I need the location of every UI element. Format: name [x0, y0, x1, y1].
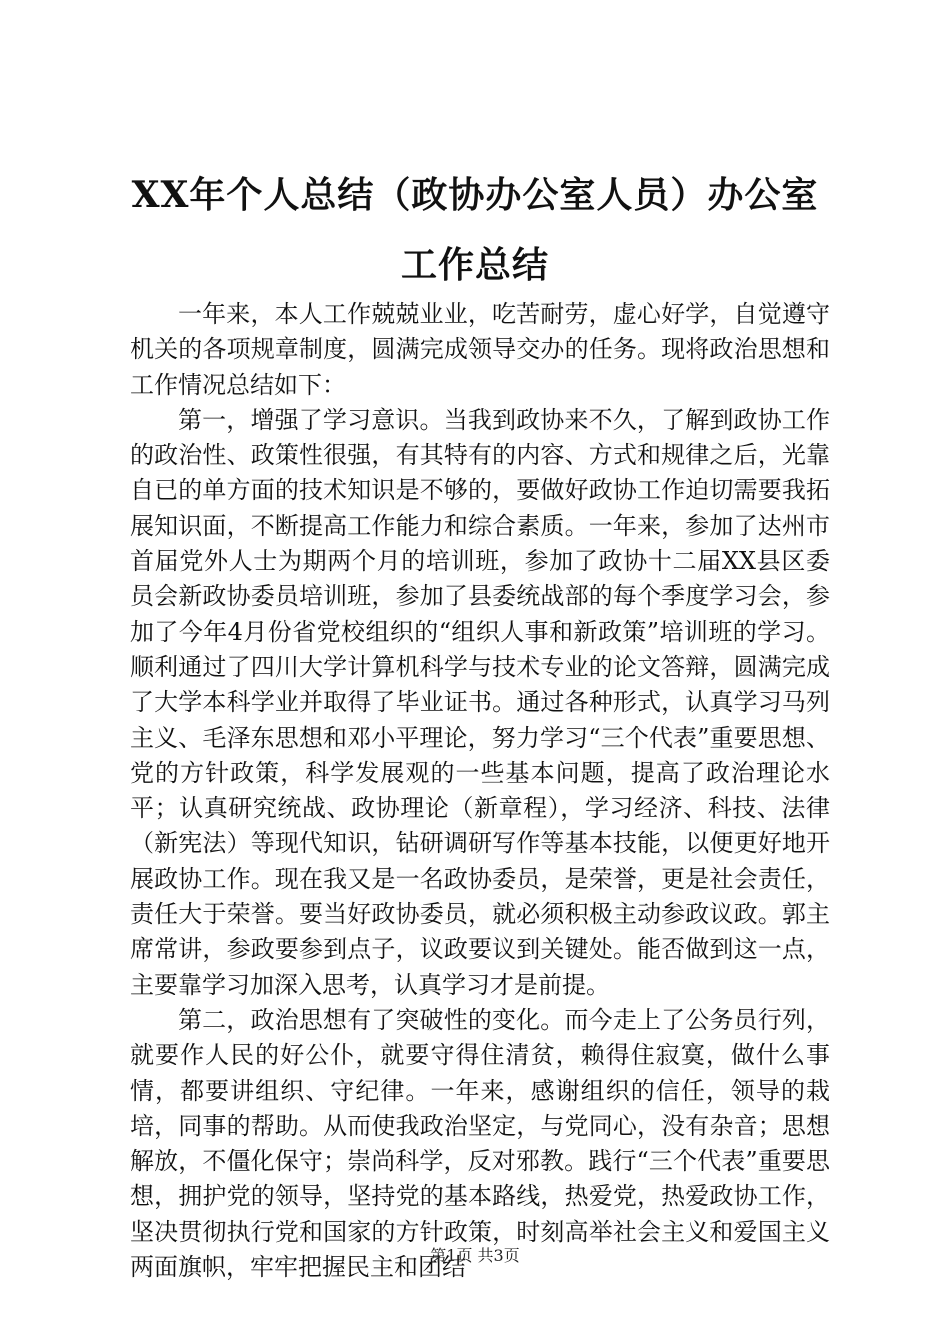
document-body: [130, 297, 830, 1285]
paragraph-intro: 一年来，本人工作兢兢业业，吃苦耐劳，虚心好学，自觉遵守机关的各项规章制度，圆满完成领导交办的任务。现将政治思想和工作情况总结如下：: [130, 300, 830, 399]
page-number-footer: 第1页 共3页: [430, 1246, 520, 1265]
page-title: XX年个人总结（政协办公室人员）办公室工作总结: [131, 174, 819, 286]
paragraph-second: 第二，政治思想有了突破性的变化。而今走上了公务员行列，就要作人民的好公仆，就要守得住清贫，赖得住寂寞，做什么事情，都要讲组织、守纪律。一年来，感谢组织的信任，领导的栽培，同事的帮助。从而使我政治坚定，与党同心，没有杂音；思想解放，不僵化保守；崇尚科学，反对邪教。践行“三个代表”重要思想，拥护党的领导，坚持党的基本路线，热爱党，热爱政协工作，坚决贯彻执行党和国家的方针政策，时刻高举社会主义和爱国主义两面旗帜，牢牢把握民主和团结: [130, 1005, 830, 1282]
paragraph-first: 第一，增强了学习意识。当我到政协来不久，了解到政协工作的政治性、政策性很强，有其特有的内容、方式和规律之后，光靠自已的单方面的技术知识是不够的，要做好政协工作迫切需要我拓展知识面，不断提高工作能力和综合素质。一年来，参加了达州市首届党外人士为期两个月的培训班，参加了政协十二届XX县区委员会新政协委员培训班，参加了县委统战部的每个季度学习会，参加了今年4月份省党校组织的“组织人事和新政策”培训班的学习。顺利通过了四川大学计算机科学与技术专业的论文答辩，圆满完成了大学本科学业并取得了毕业证书。通过各种形式，认真学习马列主义、毛泽东思想和邓小平理论，努力学习“三个代表”重要思想、党的方针政策，科学发展观的一些基本问题，提高了政治理论水平；认真研究统战、政协理论（新章程），学习经济、科技、法律（新宪法）等现代知识，钻研调研写作等基本技能，以便更好地开展政协工作。现在我又是一名政协委员，是荣誉，更是社会责任，责任大于荣誉。要当好政协委员，就必须积极主动参政议政。郭主席常讲，参政要参到点子，议政要议到关键处。能否做到这一点，主要靠学习加深入思考，认真学习才是前提。: [130, 405, 830, 999]
